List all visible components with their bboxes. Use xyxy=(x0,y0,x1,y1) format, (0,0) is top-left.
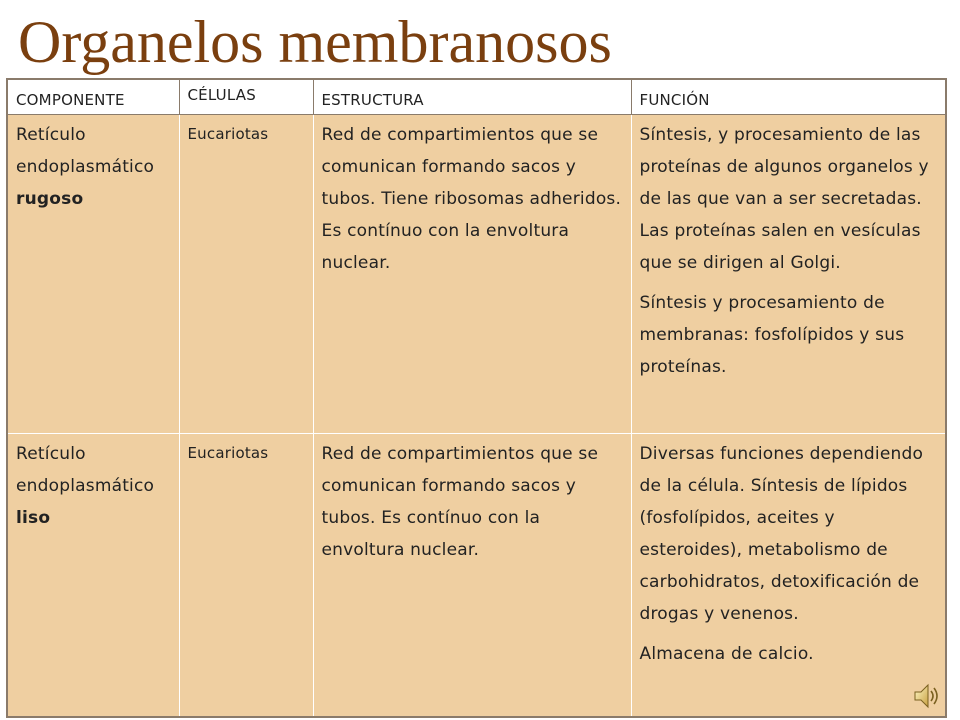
cell-funcion xyxy=(631,434,946,718)
funcion-paragraph: Almacena de calcio. xyxy=(639,644,814,664)
componente-name: Retículo endoplasmático xyxy=(16,125,155,177)
speaker-icon[interactable] xyxy=(912,682,942,710)
cell-componente xyxy=(7,115,179,434)
cell-celulas: Eucariotas xyxy=(179,115,313,434)
cell-funcion xyxy=(631,115,946,434)
table-row xyxy=(7,115,946,434)
componente-type: liso xyxy=(16,508,51,528)
table-row xyxy=(7,434,946,718)
cell-celulas: Eucariotas xyxy=(179,434,313,718)
header-funcion: FUNCIÓN xyxy=(631,79,946,115)
componente-name: Retículo endoplasmático xyxy=(16,444,155,496)
organelles-table xyxy=(6,78,947,718)
funcion-paragraph: Síntesis, y procesamiento de las proteínas de algunos organelos y de las que van a ser secretadas. Las proteínas salen en vesículas que se dirigen al Golgi. xyxy=(639,125,929,273)
cell-estructura: Red de compartimientos que se comunican formando sacos y tubos. Es contínuo con la envoltura nuclear. xyxy=(313,434,631,718)
cell-componente xyxy=(7,434,179,718)
table-header-row xyxy=(7,79,946,115)
header-estructura: ESTRUCTURA xyxy=(313,79,631,115)
funcion-paragraph: Síntesis y procesamiento de membranas: fosfolípidos y sus proteínas. xyxy=(639,293,905,377)
header-celulas: CÉLULAS xyxy=(179,79,313,115)
cell-estructura: Red de compartimientos que se comunican formando sacos y tubos. Tiene ribosomas adheridos. Es contínuo con la envoltura nuclear. xyxy=(313,115,631,434)
componente-type: rugoso xyxy=(16,189,84,209)
funcion-paragraph: Diversas funciones dependiendo de la célula. Síntesis de lípidos (fosfolípidos, aceites y esteroides), metabolismo de carbohidratos, detoxificación de drogas y venenos. xyxy=(639,444,924,624)
slide-title: Organelos membranosos xyxy=(18,9,612,75)
header-componente: COMPONENTE xyxy=(7,79,179,115)
